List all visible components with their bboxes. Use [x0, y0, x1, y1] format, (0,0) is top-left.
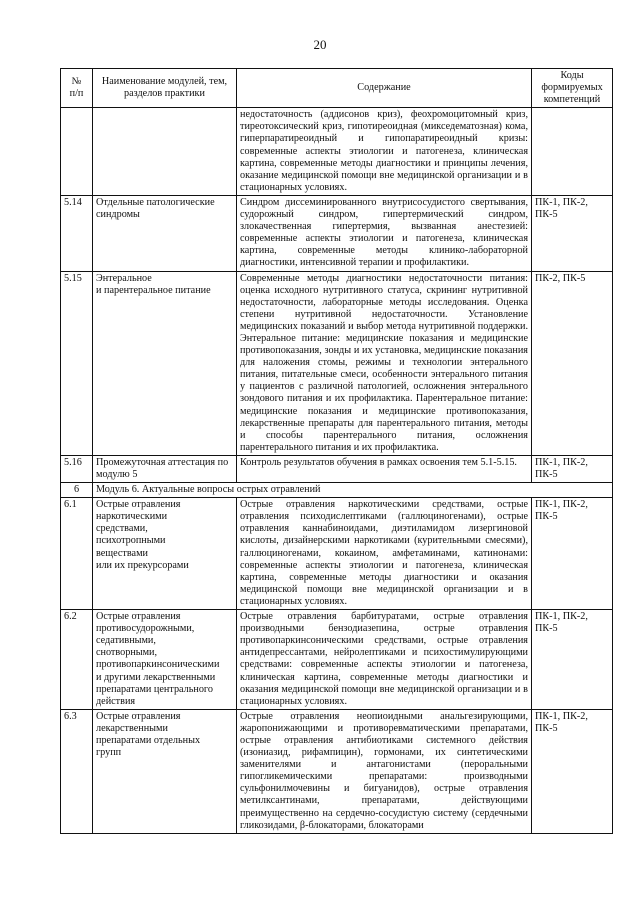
- row-name: Острые отравления противосудорожными, седативными, снотворными, противопаркинсоническими и другими лекарственными препаратами центрального действия: [93, 610, 237, 710]
- row-codes: [532, 108, 613, 196]
- module-row: [61, 483, 613, 498]
- row-content: Контроль результатов обучения в рамках освоения тем 5.1-5.15.: [237, 455, 532, 482]
- header-content: Содержание: [237, 69, 532, 108]
- row-content: Современные методы диагностики недостаточности питания: оценка исходного нутритивного статуса, скрининг нутритивной недостаточности, лабораторные методы исследования. Оценка степени нутритивной недостаточности. Установление медицинских показаний и выбор метода нутритивной поддержки. Энтеральное питание: медицинские показания и медицинские противопоказания, зонды и их установка, медицинские показания для наложения стомы, режимы и технологии энтерального питания, питательные смеси, особенности энтерального питания у пациентов с различной патологией, осложнения энтерального зондового питания и их профилактика. Парентеральное питание: медицинские показания и медицинские противопоказания, лекарственные препараты для парентерального питания, методы и способы парентерального питания, осложнения парентерального питания и их профилактика.: [237, 271, 532, 455]
- header-num: № п/п: [61, 69, 93, 108]
- row-name: Острые отравления наркотическими средствами, психотропными веществами или их прекурсорами: [93, 498, 237, 610]
- table-row: [61, 271, 613, 455]
- row-name: Энтеральное и парентеральное питание: [93, 271, 237, 455]
- row-num: 6.1: [61, 498, 93, 610]
- row-codes: ПК-1, ПК-2, ПК-5: [532, 498, 613, 610]
- row-name: Острые отравления лекарственными препаратами отдельных групп: [93, 709, 237, 833]
- row-name: Промежуточная аттестация по модулю 5: [93, 455, 237, 482]
- table-row: [61, 498, 613, 610]
- module-title: Модуль 6. Актуальные вопросы острых отравлений: [93, 483, 613, 498]
- header-codes: Коды формируемых компетенций: [532, 69, 613, 108]
- table-header-row: [61, 69, 613, 108]
- module-num: 6: [61, 483, 93, 498]
- table-row: [61, 108, 613, 196]
- row-codes: ПК-1, ПК-2, ПК-5: [532, 610, 613, 710]
- row-name: [93, 108, 237, 196]
- row-content: Острые отравления наркотическими средствами, острые отравления психодислептиками (галлюциногенами), острые отравления каннабиноидами, диэтиламидом лизергиновой кислоты, дизайнерскими наркотиками (курительными смесями), галлюциногенами, кокаином, амфетаминами, катинонами: современные аспекты этиологии и патогенеза, клиническая картина, современные методы диагностики и оказания медицинской помощи вне медицинской организации и в стационарных условиях.: [237, 498, 532, 610]
- row-codes: ПК-1, ПК-2, ПК-5: [532, 195, 613, 271]
- row-content: Острые отравления неопиоидными анальгезирующими, жаропонижающими и противоревматическими препаратами, острые отравления антибиотиками системного действия (изониазид, рифампицин), гормонами, их синтетическими заменителями и антагонистами (пероральными гипогликемическими препаратами: производными сульфонилмочевины и бигуанидов), острые отравления метилксантинами, препаратами, действующими преимущественно на сердечно-сосудистую систему (сердечными гликозидами, β-блокаторами, блокаторами: [237, 709, 532, 833]
- table-row: [61, 610, 613, 710]
- table-row: [61, 455, 613, 482]
- curriculum-table: [60, 68, 613, 834]
- row-num: 5.15: [61, 271, 93, 455]
- row-num: 6.2: [61, 610, 93, 710]
- row-content: Острые отравления барбитуратами, острые отравления производными бензодиазепина, острые отравления противопаркинсоническими средствами, острые отравления антидепрессантами, нейролептиками и психостимулирующими средствами: современные аспекты этиологии и патогенеза, клиническая картина, современные методы диагностики и оказания медицинской помощи вне медицинской организации и в стационарных условиях.: [237, 610, 532, 710]
- row-codes: ПК-1, ПК-2, ПК-5: [532, 455, 613, 482]
- row-num: 5.14: [61, 195, 93, 271]
- row-content: Синдром диссеминированного внутрисосудистого свертывания, судорожный синдром, гипертермический синдром, злокачественная гипертермия, вызванная анестезией: современные аспекты этиологии и патогенеза, клиническая картина, современные методы клинико-лабораторной диагностики, интенсивной терапии и профилактики.: [237, 195, 532, 271]
- row-content: недостаточность (аддисонов криз), феохромоцитомный криз, тиреотоксический криз, гипотиреоидная (микседематозная) кома, гиперпаратиреоидный и гипопаратиреоидный кризы: современные аспекты этиологии и патогенеза, клиническая картина, современные методы диагностики и принципы лечения, оказание медицинской помощи вне медицинской организации и в стационарных условиях.: [237, 108, 532, 196]
- row-name: Отдельные патологические синдромы: [93, 195, 237, 271]
- header-name: Наименование модулей, тем, разделов практики: [93, 69, 237, 108]
- table-row: [61, 709, 613, 833]
- row-codes: ПК-2, ПК-5: [532, 271, 613, 455]
- row-num: [61, 108, 93, 196]
- row-num: 5.16: [61, 455, 93, 482]
- table-row: [61, 195, 613, 271]
- row-codes: ПК-1, ПК-2, ПК-5: [532, 709, 613, 833]
- row-num: 6.3: [61, 709, 93, 833]
- page-number: 20: [313, 37, 327, 52]
